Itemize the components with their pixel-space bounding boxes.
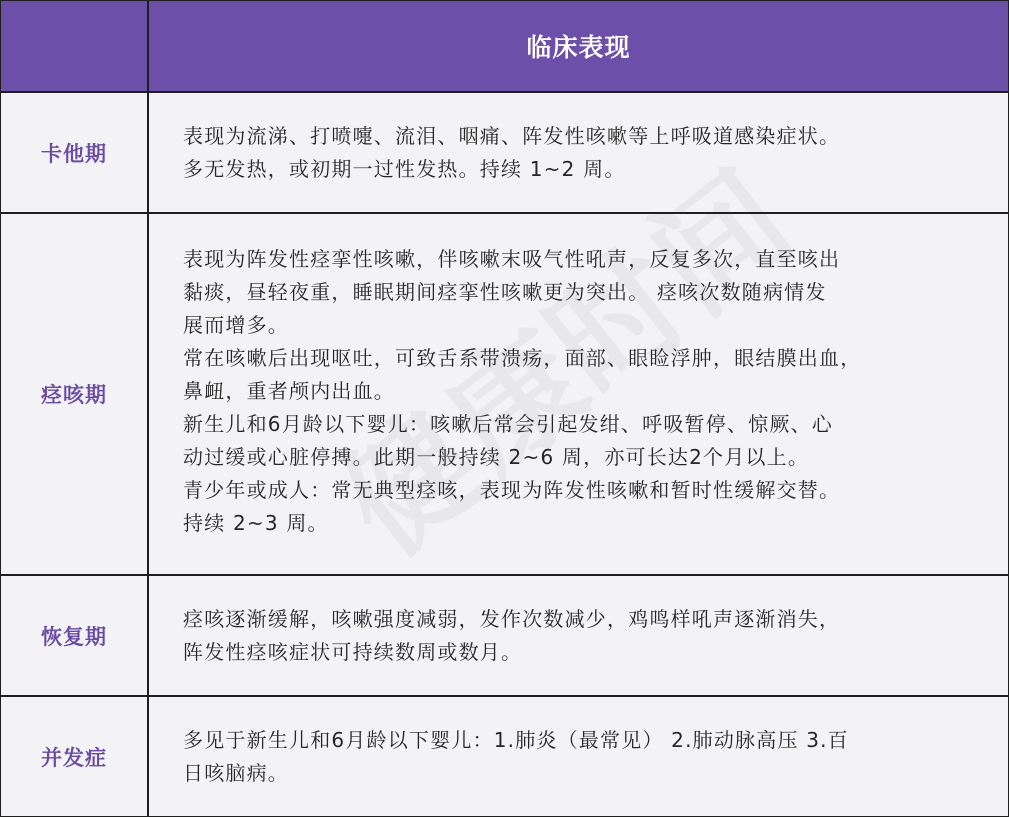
table-row	[1, 93, 1008, 214]
description-line: 黏痰，昼轻夜重，睡眠期间痉挛性咳嗽更为突出。 痉咳次数随病情发	[183, 280, 827, 304]
description-cell	[149, 697, 1008, 816]
stage-cell	[1, 93, 149, 212]
description-line: 青少年或成人：常无典型痉咳，表现为阵发性咳嗽和暂时性缓解交替。	[183, 478, 841, 502]
stage-label: 并发症	[41, 745, 107, 770]
stage-label: 痉咳期	[41, 383, 107, 407]
header-corner-cell	[1, 1, 149, 91]
description-line: 展而增多。	[183, 313, 289, 337]
description-line: 痉咳逐渐缓解，咳嗽强度减弱，发作次数减少，鸡鸣样吼声逐渐消失，	[183, 607, 841, 631]
description-line: 日咳脑病。	[183, 761, 289, 785]
description-line: 多见于新生儿和6月龄以下婴儿：1.肺炎（最常见） 2.肺动脉高压 3.百	[183, 728, 849, 752]
description-text	[183, 120, 984, 186]
description-line: 动过缓或心脏停搏。此期一般持续 2~6 周，亦可长达2个月以上。	[183, 445, 810, 469]
stage-cell	[1, 697, 149, 816]
table-row	[1, 697, 1008, 816]
stage-label: 恢复期	[41, 624, 107, 649]
description-line: 多无发热，或初期一过性发热。持续 1~2 周。	[183, 157, 626, 181]
description-line: 表现为阵发性痉挛性咳嗽，伴咳嗽末吸气性吼声，反复多次，直至咳出	[183, 247, 841, 271]
description-line: 阵发性痉咳症状可持续数周或数月。	[183, 640, 523, 664]
description-cell	[149, 576, 1008, 695]
description-cell	[149, 214, 1008, 574]
description-line: 新生儿和6月龄以下婴儿：咳嗽后常会引起发绀、呼吸暂停、惊厥、心	[183, 412, 833, 436]
description-text	[183, 243, 984, 540]
description-text	[183, 603, 984, 669]
header-title: 临床表现	[526, 33, 631, 62]
stage-cell	[1, 576, 149, 695]
table-header	[1, 1, 1008, 93]
description-line: 鼻衄，重者颅内出血。	[183, 379, 395, 403]
description-cell	[149, 93, 1008, 212]
stage-label: 卡他期	[41, 141, 107, 166]
stage-cell	[1, 214, 149, 574]
description-text	[183, 724, 984, 790]
description-line: 持续 2~3 周。	[183, 511, 329, 535]
description-line: 表现为流涕、打喷嚏、流泪、咽痛、阵发性咳嗽等上呼吸道感染症状。	[183, 124, 841, 148]
header-title-cell	[149, 1, 1008, 91]
table-row	[1, 576, 1008, 697]
description-line: 常在咳嗽后出现呕吐，可致舌系带溃疡，面部、眼睑浮肿，眼结膜出血，	[183, 346, 862, 370]
table-row	[1, 214, 1008, 576]
